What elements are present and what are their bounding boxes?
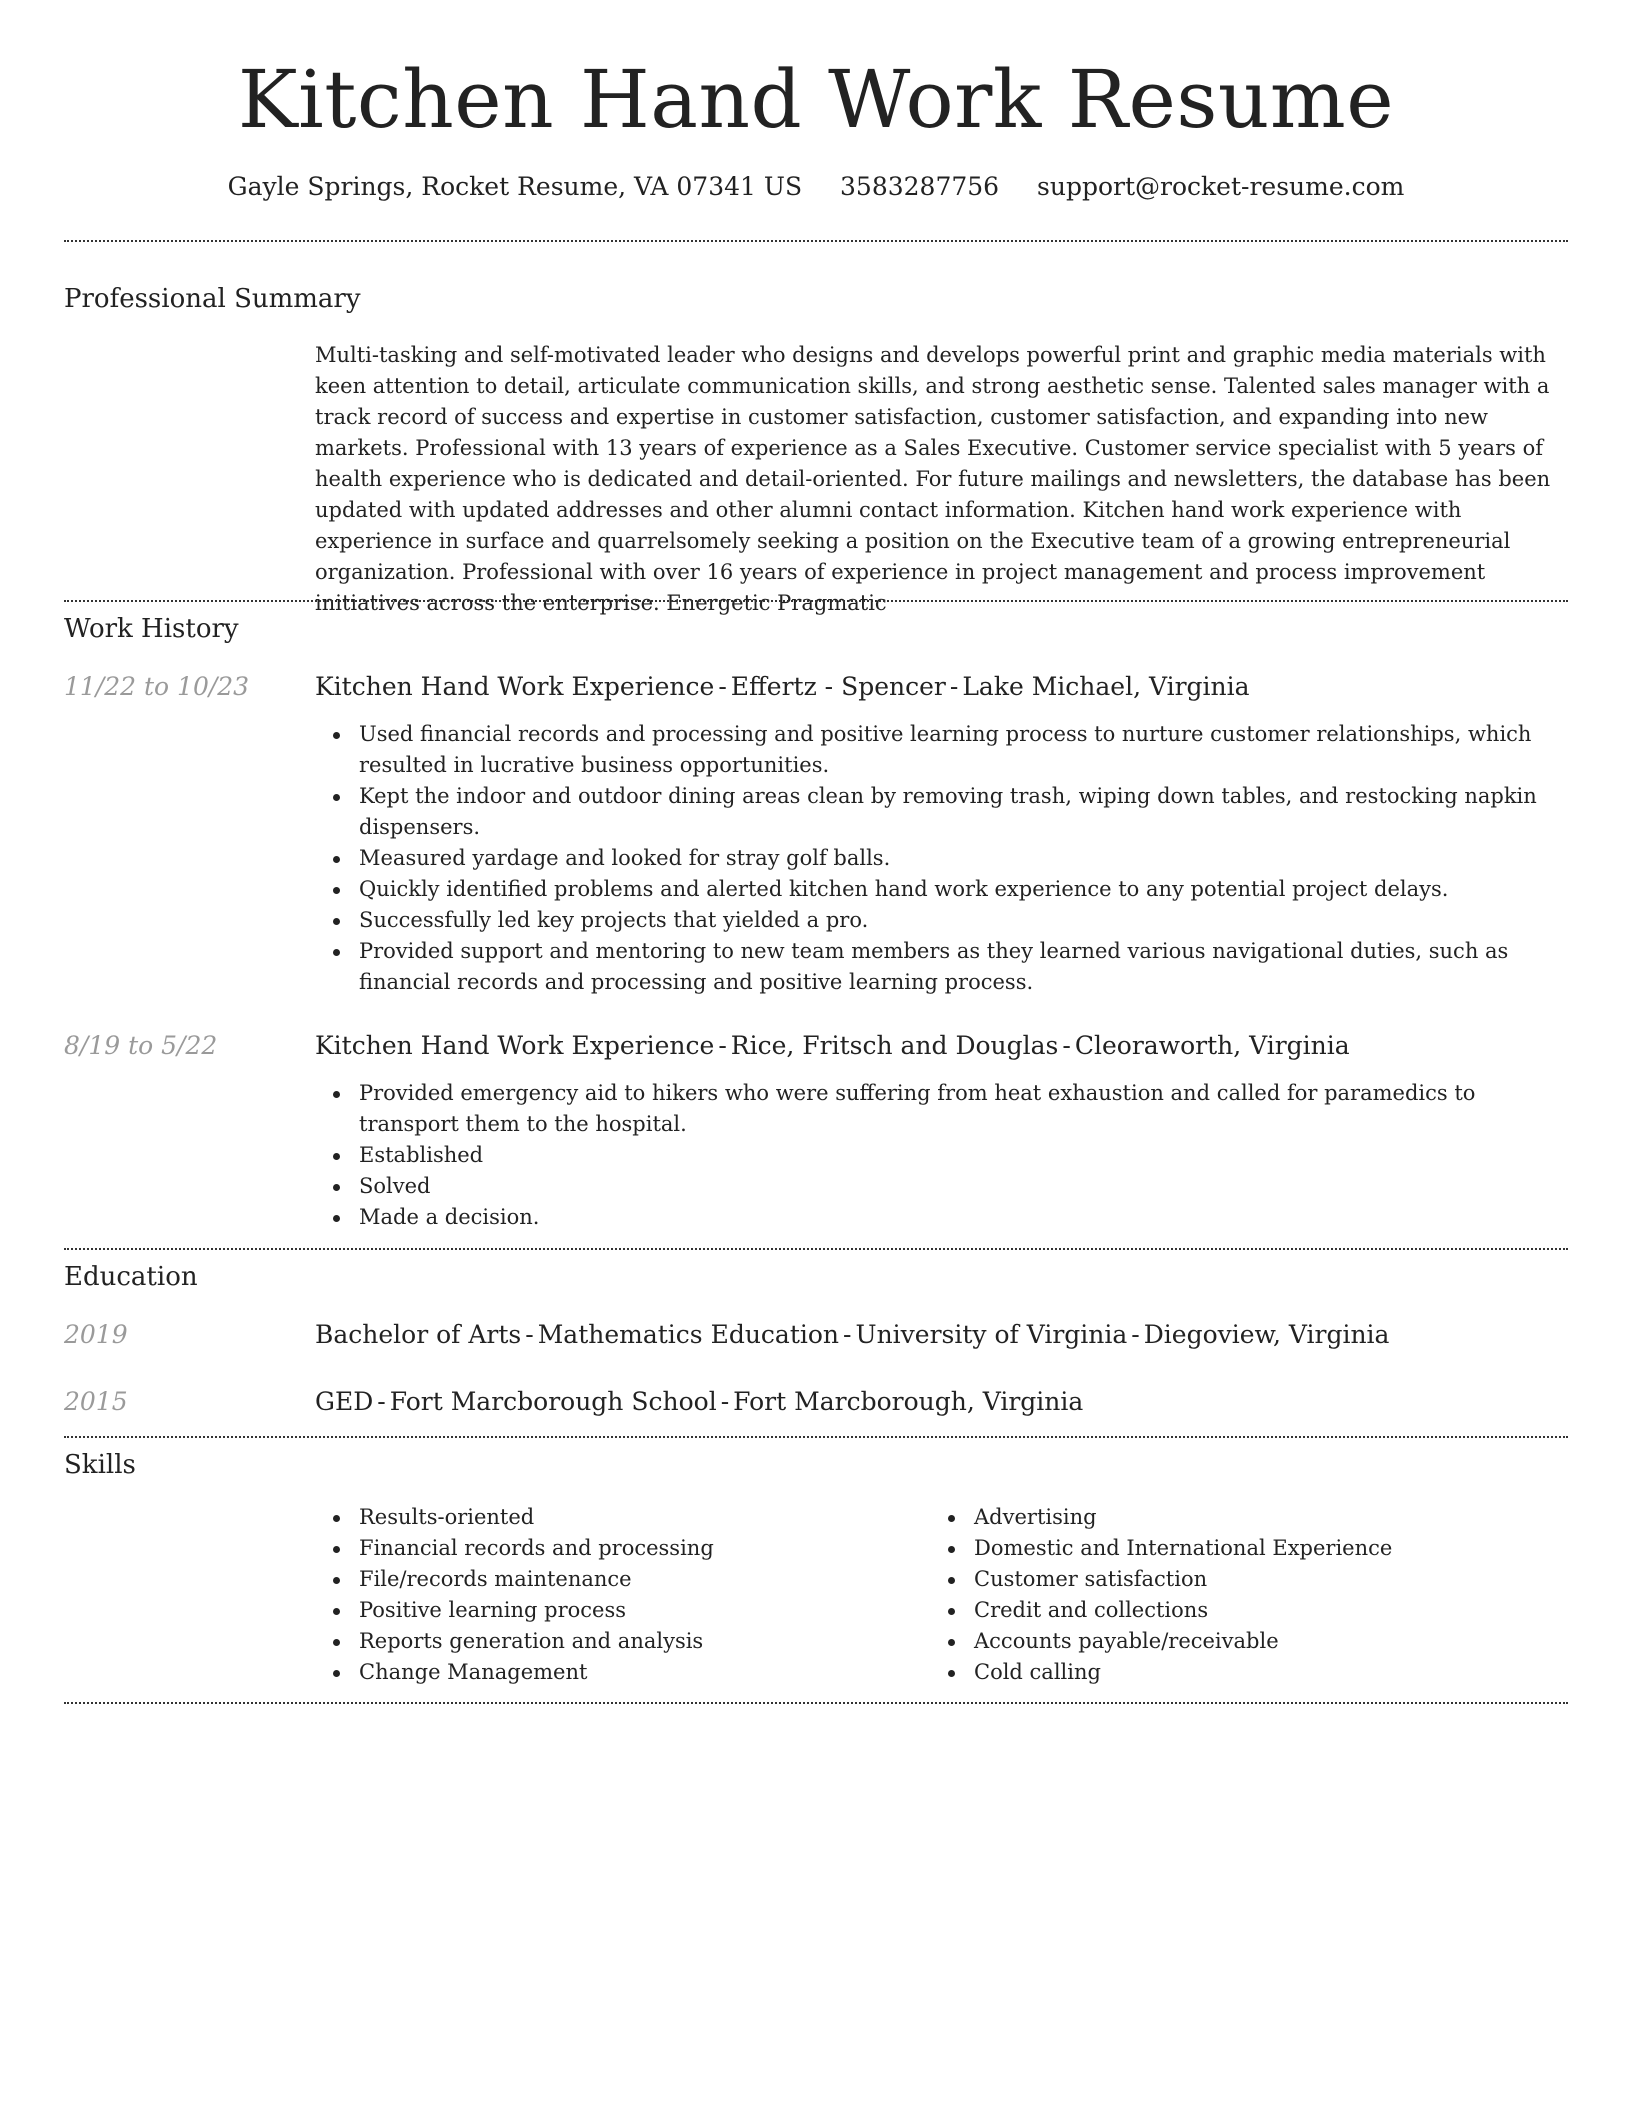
list-item: Kept the indoor and outdoor dining areas clean by removing trash, wiping down tables, and restocking napkin dispensers. [359, 781, 1565, 843]
job-bullet-list [315, 1078, 1565, 1233]
education-location: Fort Marcborough, Virginia [733, 1387, 1084, 1416]
list-item: Solved [359, 1171, 1565, 1202]
job-company: Rice, Fritsch and Douglas [730, 1031, 1059, 1060]
list-item: Used financial records and processing and positive learning process to nurture customer relationships, which resulted in lucrative business opportunities. [359, 719, 1565, 781]
contact-email: support@rocket-resume.com [1037, 172, 1405, 201]
skill-item: Domestic and International Experience [974, 1533, 1545, 1564]
skill-item: File/records maintenance [359, 1564, 930, 1595]
education-year: 2019 [64, 1320, 128, 1349]
job-location: Cleoraworth, Virginia [1074, 1031, 1350, 1060]
education-degree: Bachelor of Arts [315, 1320, 522, 1349]
education-degree: GED [315, 1387, 374, 1416]
education-field: Mathematics Education [537, 1320, 840, 1349]
education-location: Diegoview, Virginia [1143, 1320, 1390, 1349]
section-heading-work-history: Work History [64, 614, 239, 644]
skill-item: Change Management [359, 1657, 930, 1688]
divider [64, 1248, 1568, 1250]
divider [64, 600, 1568, 602]
divider [64, 1436, 1568, 1438]
education-school: University of Virginia [855, 1320, 1128, 1349]
job-heading: Kitchen Hand Work Experience - Effertz - Spencer - Lake Michael, Virginia [315, 672, 1250, 701]
section-heading-summary: Professional Summary [64, 284, 361, 314]
skill-item: Customer satisfaction [974, 1564, 1545, 1595]
resume-title: Kitchen Hand Work Resume [237, 53, 1395, 146]
skill-item: Credit and collections [974, 1595, 1545, 1626]
job-bullet-list [315, 719, 1565, 998]
job-heading: Kitchen Hand Work Experience - Rice, Fritsch and Douglas - Cleoraworth, Virginia [315, 1031, 1350, 1060]
list-item: Made a decision. [359, 1202, 1565, 1233]
list-item: Established [359, 1140, 1565, 1171]
skill-item: Results-oriented [359, 1502, 930, 1533]
skill-item: Financial records and processing [359, 1533, 930, 1564]
education-year: 2015 [64, 1387, 128, 1416]
job-location: Lake Michael, Virginia [962, 672, 1250, 701]
job-title: Kitchen Hand Work Experience [315, 1031, 715, 1060]
skill-item: Advertising [974, 1502, 1545, 1533]
list-item: Measured yardage and looked for stray golf balls. [359, 843, 1565, 874]
job-company: Effertz - Spencer [730, 672, 946, 701]
job-dates: 8/19 to 5/22 [64, 1031, 218, 1060]
education-entry: GED - Fort Marcborough School - Fort Marcborough, Virginia [315, 1387, 1084, 1416]
skill-item: Cold calling [974, 1657, 1545, 1688]
skill-item: Accounts payable/receivable [974, 1626, 1545, 1657]
job-title: Kitchen Hand Work Experience [315, 672, 715, 701]
list-item: Provided emergency aid to hikers who were suffering from heat exhaustion and called for paramedics to transport them to the hospital. [359, 1078, 1565, 1140]
contact-line [0, 170, 1632, 204]
skills-list-right [930, 1502, 1545, 1688]
skill-item: Positive learning process [359, 1595, 930, 1626]
section-heading-skills: Skills [64, 1450, 136, 1480]
education-school: Fort Marcborough School [389, 1387, 717, 1416]
job-dates: 11/22 to 10/23 [64, 672, 250, 701]
contact-phone: 3583287756 [840, 172, 1000, 201]
contact-address: Gayle Springs, Rocket Resume, VA 07341 US [227, 172, 803, 201]
skill-item: Reports generation and analysis [359, 1626, 930, 1657]
divider [64, 1702, 1568, 1704]
divider [64, 240, 1568, 242]
list-item: Quickly identified problems and alerted kitchen hand work experience to any potential project delays. [359, 874, 1565, 905]
education-entry: Bachelor of Arts - Mathematics Education - University of Virginia - Diegoview, Virginia [315, 1320, 1390, 1349]
list-item: Successfully led key projects that yielded a pro. [359, 905, 1565, 936]
section-heading-education: Education [64, 1262, 198, 1292]
skills-list-left [315, 1502, 930, 1688]
summary-text: Multi-tasking and self-motivated leader who designs and develops powerful print and graphic media materials with keen attention to detail, articulate communication skills, and strong aesthetic sense. Talented sales manager with a track record of success and expertise in customer satisfaction, customer satisfaction, and expanding into new markets. Professional with 13 years of experience as a Sales Executive. Customer service specialist with 5 years of health experience who is dedicated and detail-oriented. For future mailings and newsletters, the database has been updated with updated addresses and other alumni contact information. Kitchen hand work experience with experience in surface and quarrelsomely seeking a position on the Executive team of a growing entrepreneurial organization. Professional with over 16 years of experience in project management and process improvement initiatives across the enterprise. Energetic Pragmatic [315, 343, 1551, 615]
list-item: Provided support and mentoring to new team members as they learned various navigational duties, such as financial records and processing and positive learning process. [359, 936, 1565, 998]
